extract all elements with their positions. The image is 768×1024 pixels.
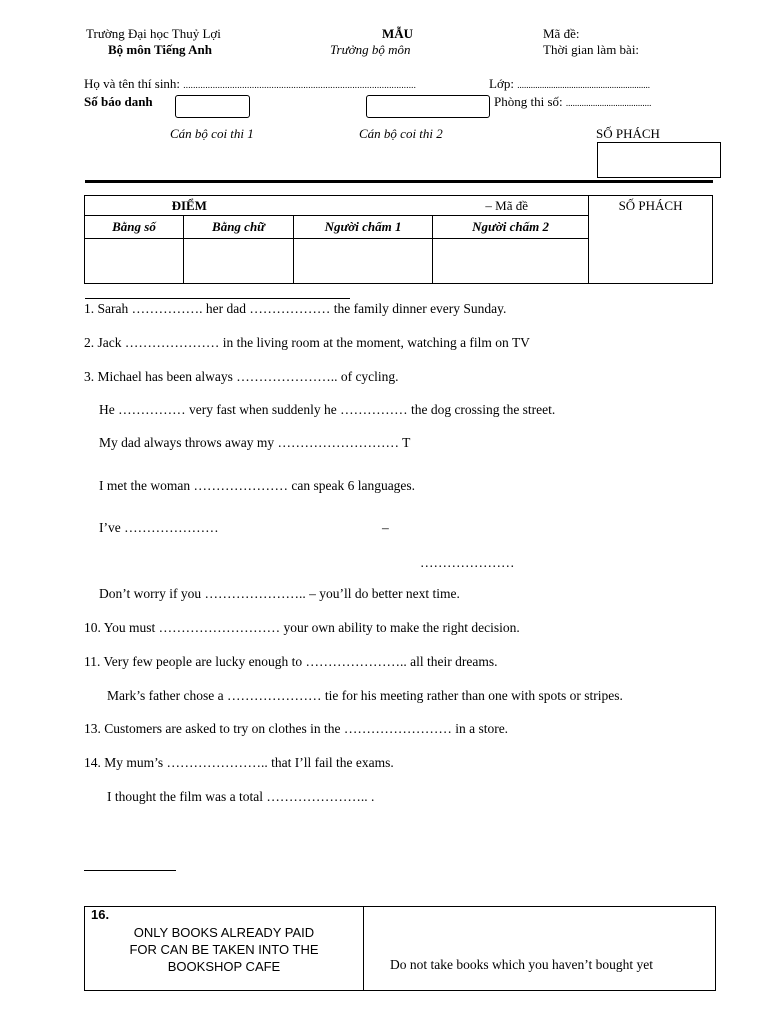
exam-code-box[interactable] xyxy=(366,95,490,118)
score-by-number-header: Bằng số xyxy=(85,216,184,239)
sign-line-3: BOOKSHOP CAFE xyxy=(167,959,281,974)
header-divider xyxy=(85,180,713,183)
head-of-department: Trưởng bộ môn xyxy=(330,42,411,57)
student-id-label: Số báo danh xyxy=(84,94,153,109)
score-in-words-header: Bằng chữ xyxy=(184,216,294,239)
university-name: Trường Đại học Thuỷ Lợi xyxy=(86,26,221,41)
secret-number-label: SỐ PHÁCH xyxy=(596,126,660,141)
question-9: Don’t worry if you ………………….. – you’ll do better next time. xyxy=(99,586,460,601)
question-13: 13. Customers are asked to try on clothes in the …………………… in a store. xyxy=(84,721,509,736)
sign-line-2: FOR CAN BE TAKEN INTO THE xyxy=(129,942,319,957)
secret-number-header: SỐ PHÁCH xyxy=(589,196,713,284)
sign-text xyxy=(85,924,363,975)
question-12: Mark’s father chose a ………………… tie for his meeting rather than one with spots or stripes. xyxy=(107,688,623,703)
score-in-words-cell[interactable] xyxy=(184,239,294,284)
question-10: 10. You must ……………………… your own ability to make the right decision. xyxy=(84,620,520,635)
section-separator xyxy=(84,870,176,871)
grader-1-cell[interactable] xyxy=(294,239,433,284)
question-11: 11. Very few people are lucky enough to ………………….. all their dreams. xyxy=(84,654,498,669)
question-15: I thought the film was a total ………………….. . xyxy=(107,789,375,804)
class-label: Lớp: ........................................................... xyxy=(489,76,650,91)
questions-separator xyxy=(85,298,350,299)
invigilator-1-label: Cán bộ coi thi 1 xyxy=(170,126,254,141)
question-16-answer: Do not take books which you haven’t bought yet xyxy=(390,957,653,972)
question-8-blank: ………………… xyxy=(420,555,515,570)
grader-2-cell[interactable] xyxy=(433,239,589,284)
sign-cell xyxy=(85,907,364,990)
question-5: My dad always throws away my ……………………… T xyxy=(99,435,411,450)
score-header: ĐIỂM xyxy=(85,196,294,216)
question-14: 14. My mum’s ………………….. that I’ll fail the exams. xyxy=(84,755,394,770)
secret-number-box[interactable] xyxy=(597,142,721,178)
class-field[interactable]: ........................................................... xyxy=(517,80,650,90)
grader-2-header: Người chấm 2 xyxy=(433,216,589,239)
student-name-label: Họ và tên thí sinh: ............................................................................................... xyxy=(84,76,417,91)
score-table xyxy=(84,195,713,284)
student-name-field[interactable]: ............................................................................................... xyxy=(183,80,417,90)
question-16-number: 16. xyxy=(91,907,110,922)
grader-1-header: Người chấm 1 xyxy=(294,216,433,239)
exam-code-header: – Mã đề xyxy=(294,196,589,216)
time-label: Thời gian làm bài: xyxy=(543,42,640,57)
room-field[interactable]: ...................................... xyxy=(565,98,652,108)
question-1: 1. Sarah ……………. her dad ……………… the family dinner every Sunday. xyxy=(84,301,507,316)
question-2: 2. Jack ………………… in the living room at the moment, watching a film on TV xyxy=(84,335,530,350)
question-3: 3. Michael has been always ………………….. of cycling. xyxy=(84,369,399,384)
question-7: I’ve ………………… xyxy=(99,520,219,535)
department-name: Bộ môn Tiếng Anh xyxy=(108,42,212,57)
sign-line-1: ONLY BOOKS ALREADY PAID xyxy=(133,925,315,940)
sign-question-box xyxy=(84,906,716,991)
exam-code-label: Mã đề: xyxy=(543,26,580,41)
room-label: Phòng thi số: ...................................... xyxy=(494,94,652,109)
score-by-number-cell[interactable] xyxy=(85,239,184,284)
question-4: He …………… very fast when suddenly he …………… the dog crossing the street. xyxy=(99,402,556,417)
form-title: MẪU xyxy=(382,26,414,41)
student-id-box[interactable] xyxy=(175,95,250,118)
question-6: I met the woman ………………… can speak 6 languages. xyxy=(99,478,416,493)
invigilator-2-label: Cán bộ coi thi 2 xyxy=(359,126,443,141)
question-7-dash: – xyxy=(382,520,389,535)
